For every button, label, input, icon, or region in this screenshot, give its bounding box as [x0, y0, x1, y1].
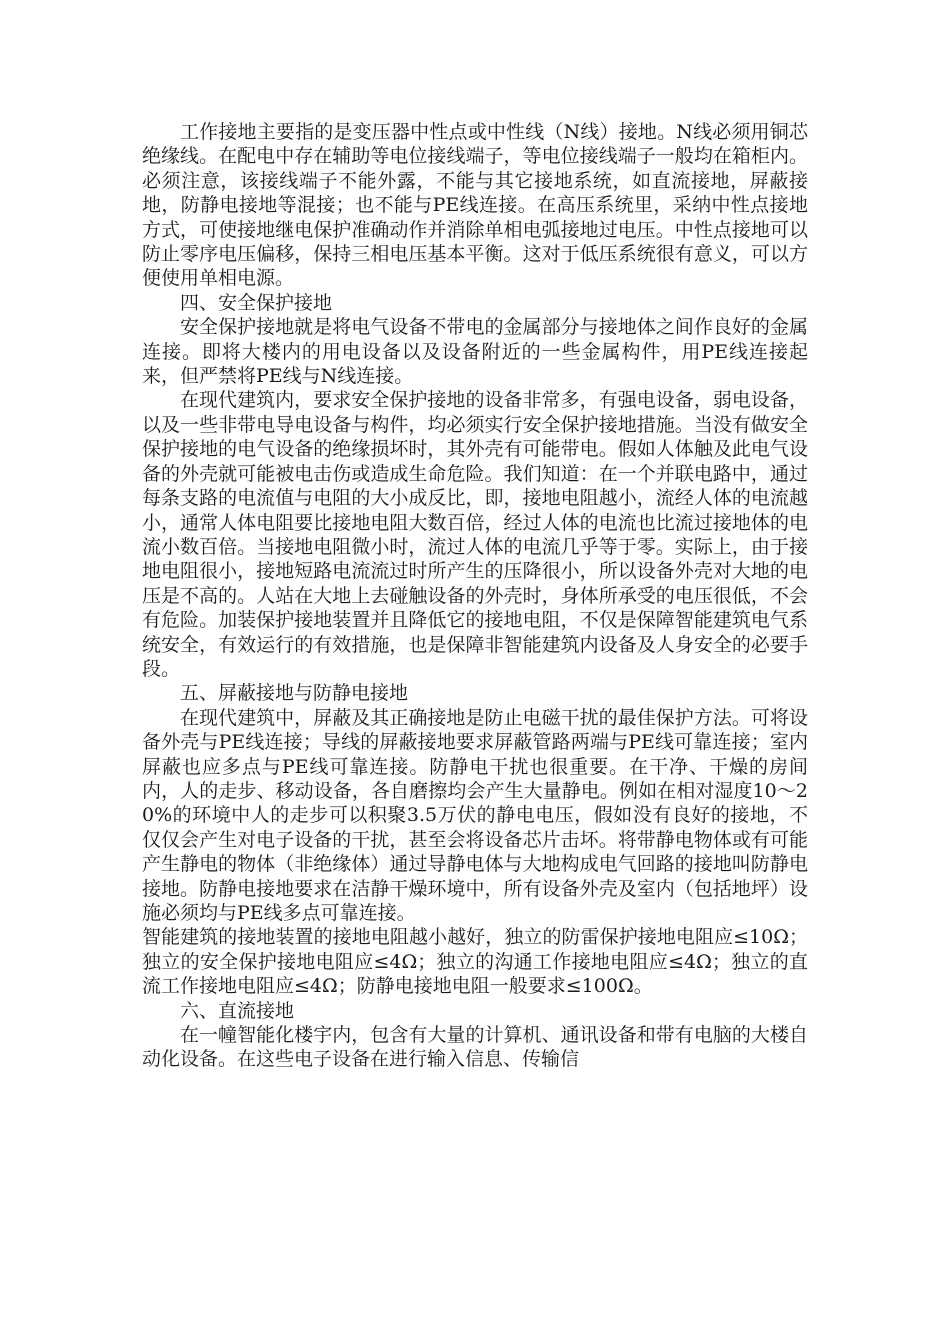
heading-shield-antistatic-ground: 五、屏蔽接地与防静电接地	[180, 682, 409, 705]
heading-dc-ground: 六、直流接地	[180, 999, 295, 1022]
heading-safety-protection-ground: 四、安全保护接地	[180, 291, 333, 314]
paragraph-dc-ground: 在一幢智能化楼宇内，包含有大量的计算机、通讯设备和带有电脑的大楼自动化设备。在这些电子设备在进行输入信息、传输信	[142, 1024, 808, 1071]
paragraph-shield-antistatic: 在现代建筑中，屏蔽及其正确接地是防止电磁干扰的最佳保护方法。可将设备外壳与PE线连接；导线的屏蔽接地要求屏蔽管路两端与PE线可靠连接；室内屏蔽也应多点与PE线可靠连接。防静电干扰也很重要。在干净、干燥的房间内，人的走步、移动设备，各自磨擦均会产生大量静电。例如在相对湿度10～20%的环境中人的走步可以积聚3.5万伏的静电电压，假如没有良好的接地，不仅仅会产生对电子设备的干扰，甚至会将设备芯片击坏。将带静电物体或有可能产生静电的物体（非绝缘体）通过导静电体与大地构成电气回路的接地叫防静电接地。防静电接地要求在洁静干燥环境中，所有设备外壳及室内（包括地坪）设施必须均与PE线多点可靠连接。	[142, 706, 808, 924]
paragraph-safety-ground-definition: 安全保护接地就是将电气设备不带电的金属部分与接地体之间作良好的金属连接。即将大楼内的用电设备以及设备附近的一些金属构件，用PE线连接起来，但严禁将PE线与N线连接。	[142, 316, 808, 388]
paragraph-ground-resistance: 智能建筑的接地装置的接地电阻越小越好，独立的防雷保护接地电阻应≤10Ω；独立的安全保护接地电阻应≤4Ω；独立的沟通工作接地电阻应≤4Ω；独立的直流工作接地电阻应≤4Ω；防静电接地电阻一般要求≤100Ω。	[142, 926, 808, 998]
paragraph-working-ground: 工作接地主要指的是变压器中性点或中性线（N线）接地。N线必须用铜芯绝缘线。在配电中存在辅助等电位接线端子，等电位接线端子一般均在箱柜内。必须注意，该接线端子不能外露，不能与其它接地系统，如直流接地，屏蔽接地，防静电接地等混接；也不能与PE线连接。在高压系统里，采纳中性点接地方式，可使接地继电保护准确动作并消除单相电弧接地过电压。中性点接地可以防止零序电压偏移，保持三相电压基本平衡。这对于低压系统很有意义，可以方便使用单相电源。	[142, 121, 808, 290]
document-page	[142, 120, 808, 1072]
paragraph-safety-ground-explanation: 在现代建筑内，要求安全保护接地的设备非常多，有强电设备，弱电设备，以及一些非带电导电设备与构件，均必须实行安全保护接地措施。当没有做安全保护接地的电气设备的绝缘损坏时，其外壳有可能带电。假如人体触及此电气设备的外壳就可能被电击伤或造成生命危险。我们知道：在一个并联电路中，通过每条支路的电流值与电阻的大小成反比，即，接地电阻越小，流经人体的电流越小，通常人体电阻要比接地电阻大数百倍，经过人体的电流也比流过接地体的电流小数百倍。当接地电阻微小时，流过人体的电流几乎等于零。实际上，由于接地电阻很小，接地短路电流流过时所产生的压降很小，所以设备外壳对大地的电压是不高的。人站在大地上去碰触设备的外壳时，身体所承受的电压很低，不会有危险。加装保护接地装置并且降低它的接地电阻，不仅是保障智能建筑电气系统安全，有效运行的有效措施，也是保障非智能建筑内设备及人身安全的必要手段。	[142, 389, 808, 680]
